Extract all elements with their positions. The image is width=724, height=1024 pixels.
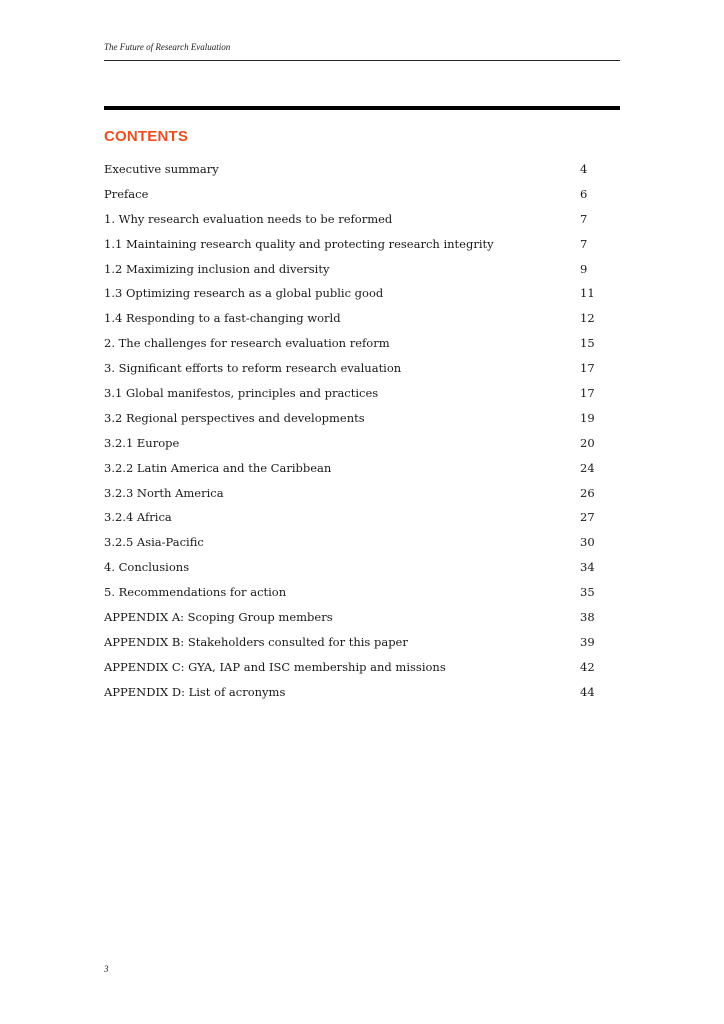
toc-entry-page[interactable]: 30 <box>580 535 595 550</box>
toc-entry[interactable] <box>104 461 600 486</box>
toc-entry[interactable] <box>104 386 600 411</box>
toc-entry[interactable] <box>104 212 600 237</box>
toc-entry-title[interactable]: APPENDIX A: Scoping Group members <box>104 610 333 625</box>
toc-entry-title[interactable]: 2. The challenges for research evaluation reform <box>104 336 390 351</box>
toc-entry-title[interactable]: 3.2.5 Asia-Pacific <box>104 535 204 550</box>
toc-entry[interactable] <box>104 187 600 212</box>
toc-entry-page[interactable]: 7 <box>580 236 588 251</box>
toc-entry[interactable] <box>104 560 600 585</box>
toc-entry[interactable] <box>104 336 600 361</box>
toc-entry[interactable] <box>104 311 600 336</box>
toc-entry-title[interactable]: 3.2.4 Africa <box>104 510 172 525</box>
toc-entry[interactable] <box>104 436 600 461</box>
toc-entry-title[interactable]: Executive summary <box>104 162 219 176</box>
toc-entry-title[interactable]: 3.1 Global manifestos, principles and practices <box>104 386 379 401</box>
toc-entry-title[interactable]: 1. Why research evaluation needs to be reformed <box>104 211 393 226</box>
toc-entry[interactable] <box>104 262 600 287</box>
toc-entry-title[interactable]: 1.2 Maximizing inclusion and diversity <box>104 261 330 276</box>
toc-entry[interactable] <box>104 237 600 262</box>
toc-entry-title[interactable]: APPENDIX B: Stakeholders consulted for this paper <box>104 634 408 649</box>
toc-entry[interactable] <box>104 535 600 560</box>
toc-entry-page[interactable]: 17 <box>580 386 595 401</box>
toc-entry-title[interactable]: 3. Significant efforts to reform research evaluation <box>104 361 402 376</box>
table-of-contents <box>104 162 600 710</box>
toc-entry[interactable] <box>104 411 600 436</box>
toc-entry[interactable] <box>104 510 600 535</box>
toc-entry-page[interactable]: 20 <box>580 435 595 450</box>
toc-entry[interactable] <box>104 162 600 187</box>
toc-entry-page[interactable]: 12 <box>580 311 595 326</box>
toc-entry[interactable] <box>104 685 600 710</box>
toc-entry-page[interactable]: 44 <box>580 684 595 699</box>
toc-entry-title[interactable]: 4. Conclusions <box>104 560 190 575</box>
toc-entry-title[interactable]: 3.2 Regional perspectives and developments <box>104 410 365 425</box>
header-rule <box>104 60 620 61</box>
toc-entry-title[interactable]: 1.3 Optimizing research as a global public good <box>104 286 384 301</box>
toc-entry-page[interactable]: 34 <box>580 560 595 575</box>
toc-entry-title[interactable]: 3.2.1 Europe <box>104 435 180 450</box>
toc-entry[interactable] <box>104 486 600 511</box>
toc-entry-title[interactable]: 3.2.3 North America <box>104 485 224 500</box>
section-divider <box>104 106 620 110</box>
toc-entry-page[interactable]: 38 <box>580 610 595 625</box>
toc-entry-title[interactable]: Preface <box>104 186 149 201</box>
running-header: The Future of Research Evaluation <box>104 42 231 52</box>
toc-entry-title[interactable]: 1.4 Responding to a fast-changing world <box>104 311 341 326</box>
toc-entry-page[interactable]: 9 <box>580 261 588 276</box>
toc-entry-page[interactable]: 11 <box>580 286 595 301</box>
page-number: 3 <box>104 964 109 974</box>
toc-entry-page[interactable]: 39 <box>580 634 595 649</box>
toc-entry-title[interactable]: 3.2.2 Latin America and the Caribbean <box>104 460 332 475</box>
toc-entry[interactable] <box>104 660 600 685</box>
toc-entry-page[interactable]: 4 <box>580 162 588 176</box>
toc-entry-page[interactable]: 6 <box>580 186 588 201</box>
toc-entry-title[interactable]: 1.1 Maintaining research quality and protecting research integrity <box>104 236 494 251</box>
toc-entry-page[interactable]: 27 <box>580 510 595 525</box>
toc-entry-page[interactable]: 24 <box>580 460 595 475</box>
toc-entry[interactable] <box>104 585 600 610</box>
toc-entry-title[interactable]: APPENDIX D: List of acronyms <box>104 684 286 699</box>
toc-entry-page[interactable]: 19 <box>580 410 595 425</box>
toc-entry-page[interactable]: 15 <box>580 336 595 351</box>
contents-heading: CONTENTS <box>104 128 189 145</box>
toc-entry[interactable] <box>104 610 600 635</box>
toc-entry-title[interactable]: APPENDIX C: GYA, IAP and ISC membership and missions <box>104 659 446 674</box>
toc-entry[interactable] <box>104 361 600 386</box>
toc-entry-page[interactable]: 7 <box>580 211 588 226</box>
toc-entry-page[interactable]: 42 <box>580 659 595 674</box>
toc-entry-page[interactable]: 35 <box>580 585 595 600</box>
toc-entry-page[interactable]: 17 <box>580 361 595 376</box>
toc-entry[interactable] <box>104 635 600 660</box>
toc-entry-title[interactable]: 5. Recommendations for action <box>104 585 287 600</box>
toc-entry[interactable] <box>104 286 600 311</box>
toc-entry-page[interactable]: 26 <box>580 485 595 500</box>
